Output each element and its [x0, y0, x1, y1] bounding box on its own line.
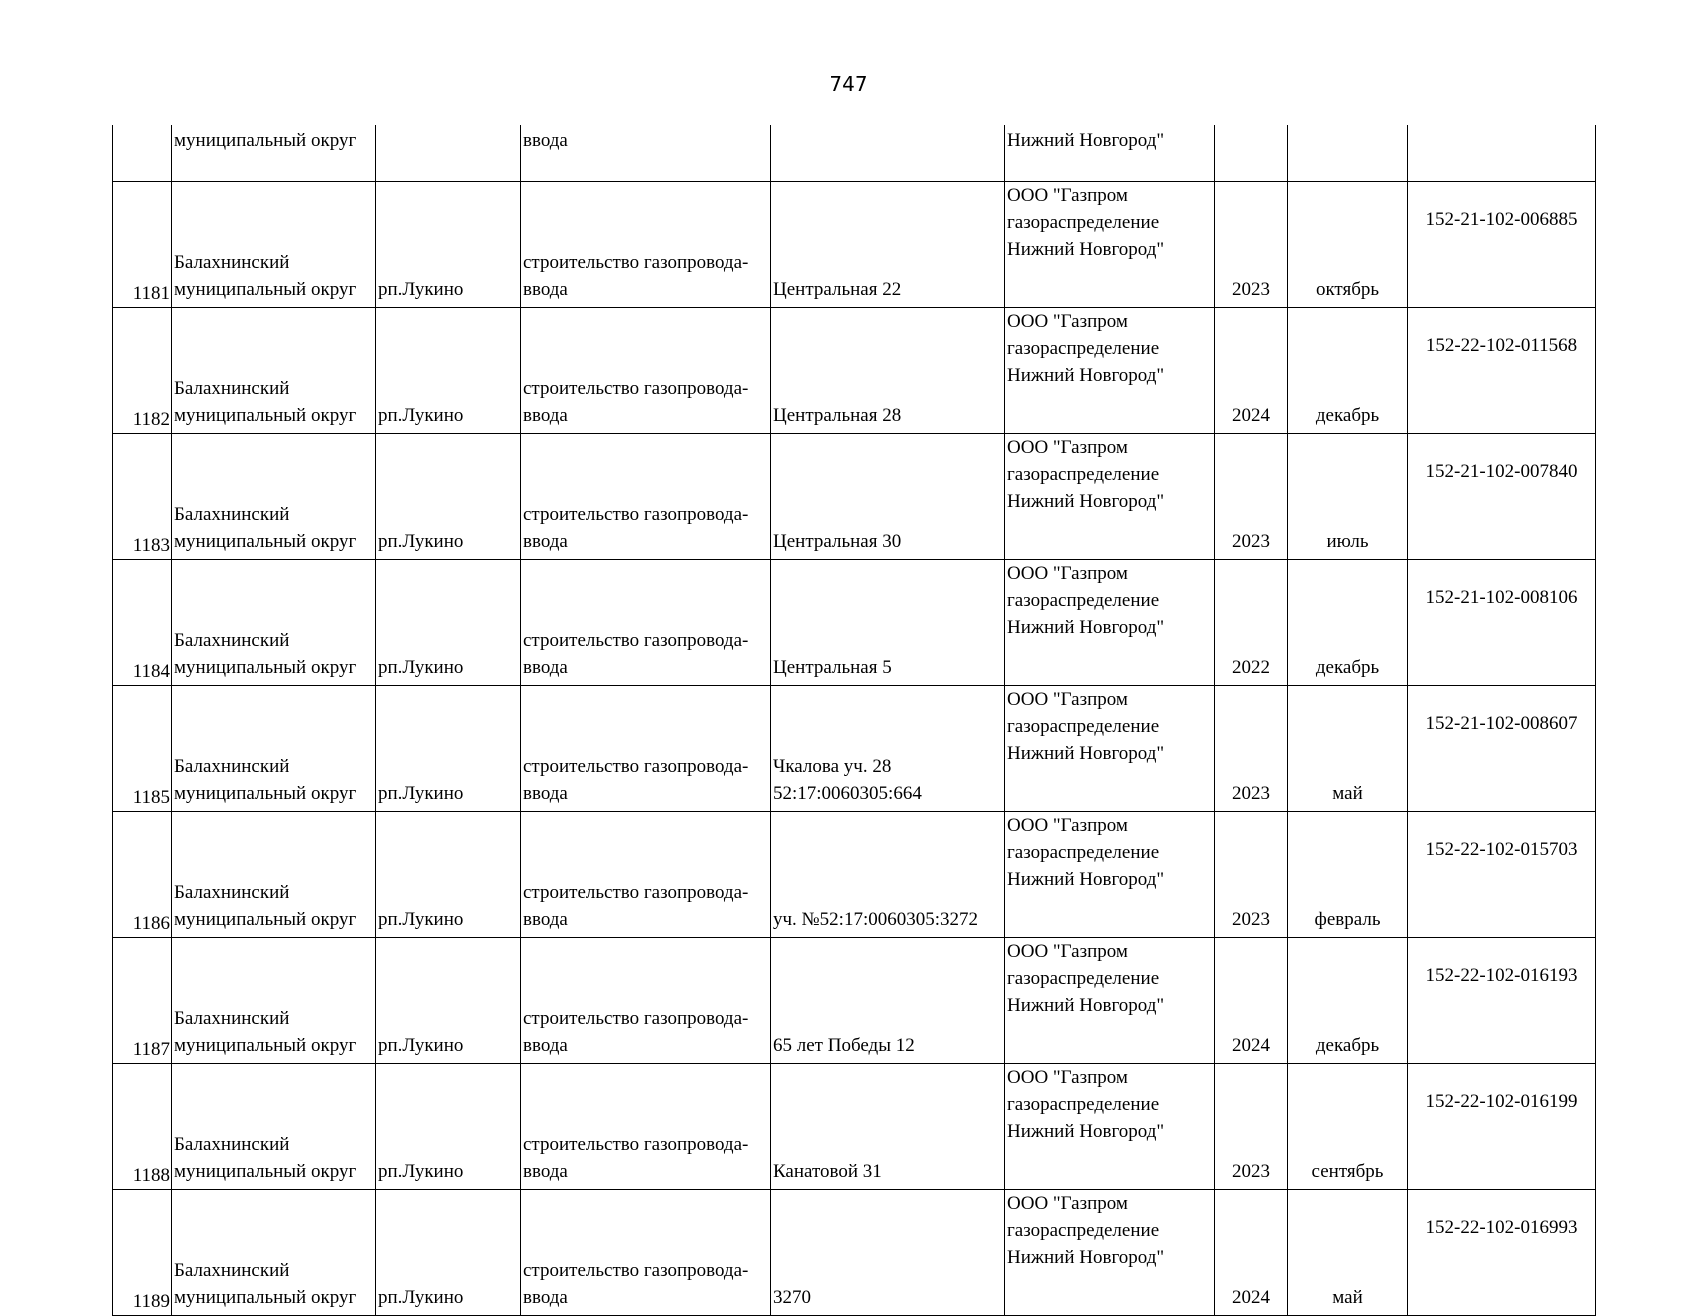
cell-num: 1187 — [113, 938, 172, 1064]
cell-org — [1005, 1190, 1215, 1316]
cell-org-line: ООО "Газпром — [1007, 311, 1128, 332]
cell-district — [172, 182, 376, 308]
cell-address-line: 3270 — [773, 1287, 811, 1308]
cell-num: 1184 — [113, 560, 172, 686]
cell-org-line: ООО "Газпром — [1007, 563, 1128, 584]
cell-address — [771, 308, 1005, 434]
cell-org — [1005, 308, 1215, 434]
table-row — [113, 308, 1596, 434]
cell-district — [172, 560, 376, 686]
cell-work — [521, 434, 771, 560]
cell-year: 2023 — [1215, 1064, 1288, 1190]
cell-code: 152-22-102-016193 — [1408, 938, 1596, 1064]
cell-work-line: строительство газопровода- — [523, 252, 749, 273]
cell-district-line: муниципальный округ — [174, 1035, 357, 1056]
table-row — [113, 1190, 1596, 1316]
cell-work-line: строительство газопровода- — [523, 630, 749, 651]
cell-org — [1005, 434, 1215, 560]
cell-code: 152-22-102-011568 — [1408, 308, 1596, 434]
cell-district-line: муниципальный округ — [174, 405, 357, 426]
cell-num: 1183 — [113, 434, 172, 560]
cell-code: 152-21-102-008106 — [1408, 560, 1596, 686]
cell-address — [771, 560, 1005, 686]
cell-district — [172, 686, 376, 812]
cell-year: 2023 — [1215, 434, 1288, 560]
cell-work-line: строительство газопровода- — [523, 1260, 749, 1281]
cell-org-line: ООО "Газпром — [1007, 437, 1128, 458]
cell-code: 152-21-102-006885 — [1408, 182, 1596, 308]
registry-table — [112, 125, 1596, 1316]
cell-org — [1005, 182, 1215, 308]
table-row-continued — [113, 125, 1596, 182]
cell-address-line: 52:17:0060305:664 — [773, 783, 922, 804]
cell-num: 1182 — [113, 308, 172, 434]
cell-code: 152-22-102-016993 — [1408, 1190, 1596, 1316]
cell-work — [521, 812, 771, 938]
cell-month: июль — [1288, 434, 1408, 560]
cell-settlement: рп.Лукино — [376, 308, 521, 434]
cell-month: декабрь — [1288, 938, 1408, 1064]
cell-district-line: Балахнинский — [174, 252, 290, 273]
cell-work: ввода — [521, 125, 771, 182]
cell-num: 1189 — [113, 1190, 172, 1316]
cell-org — [1005, 812, 1215, 938]
cell-district-line: муниципальный округ — [174, 1287, 357, 1308]
cell-org-line: газораспределение — [1007, 590, 1160, 611]
cell-org-line: ООО "Газпром — [1007, 1067, 1128, 1088]
cell-org-line: Нижний Новгород" — [1007, 1247, 1165, 1268]
cell-year: 2023 — [1215, 812, 1288, 938]
cell-settlement: рп.Лукино — [376, 434, 521, 560]
cell-org-line: газораспределение — [1007, 1094, 1160, 1115]
cell-work-line: строительство газопровода- — [523, 504, 749, 525]
cell-address-line: Центральная 5 — [773, 657, 892, 678]
table-body — [113, 125, 1596, 1316]
cell-district-line: муниципальный округ — [174, 909, 357, 930]
cell-year: 2024 — [1215, 308, 1288, 434]
cell-org — [1005, 560, 1215, 686]
cell-org-line: Нижний Новгород" — [1007, 239, 1165, 260]
cell-district — [172, 308, 376, 434]
cell-code: 152-22-102-015703 — [1408, 812, 1596, 938]
cell-org-line: Нижний Новгород" — [1007, 491, 1165, 512]
cell-district — [172, 1190, 376, 1316]
cell-address — [771, 125, 1005, 182]
cell-org-line: Нижний Новгород" — [1007, 1121, 1165, 1142]
cell-num — [113, 125, 172, 182]
cell-month: декабрь — [1288, 560, 1408, 686]
cell-work — [521, 1190, 771, 1316]
cell-work — [521, 938, 771, 1064]
cell-num: 1186 — [113, 812, 172, 938]
cell-year: 2023 — [1215, 686, 1288, 812]
cell-org-line: газораспределение — [1007, 1220, 1160, 1241]
cell-settlement: рп.Лукино — [376, 1064, 521, 1190]
cell-work-line: ввода — [523, 1035, 568, 1056]
cell-address — [771, 686, 1005, 812]
cell-district: муниципальный округ — [172, 125, 376, 182]
cell-work-line: ввода — [523, 657, 568, 678]
cell-district-line: Балахнинский — [174, 504, 290, 525]
cell-org-line: газораспределение — [1007, 716, 1160, 737]
cell-month: сентябрь — [1288, 1064, 1408, 1190]
cell-org — [1005, 686, 1215, 812]
cell-year — [1215, 125, 1288, 182]
cell-org — [1005, 1064, 1215, 1190]
cell-work — [521, 182, 771, 308]
cell-settlement: рп.Лукино — [376, 686, 521, 812]
cell-org-line: Нижний Новгород" — [1007, 869, 1165, 890]
cell-num: 1181 — [113, 182, 172, 308]
cell-year: 2022 — [1215, 560, 1288, 686]
cell-address — [771, 1190, 1005, 1316]
cell-settlement: рп.Лукино — [376, 938, 521, 1064]
cell-work-line: ввода — [523, 783, 568, 804]
table-row — [113, 560, 1596, 686]
cell-address — [771, 182, 1005, 308]
cell-org-line: газораспределение — [1007, 338, 1160, 359]
cell-district-line: Балахнинский — [174, 1134, 290, 1155]
cell-address — [771, 1064, 1005, 1190]
table-row — [113, 1064, 1596, 1190]
cell-org-line: Нижний Новгород" — [1007, 365, 1165, 386]
cell-month: февраль — [1288, 812, 1408, 938]
cell-district — [172, 434, 376, 560]
cell-district-line: муниципальный округ — [174, 657, 357, 678]
cell-org-line: ООО "Газпром — [1007, 1193, 1128, 1214]
cell-settlement: рп.Лукино — [376, 1190, 521, 1316]
cell-district-line: Балахнинский — [174, 1260, 290, 1281]
cell-settlement — [376, 125, 521, 182]
cell-work-line: строительство газопровода- — [523, 378, 749, 399]
cell-address — [771, 812, 1005, 938]
cell-district — [172, 1064, 376, 1190]
cell-work — [521, 308, 771, 434]
cell-address-line: Чкалова уч. 28 — [773, 756, 892, 777]
cell-num: 1188 — [113, 1064, 172, 1190]
cell-settlement: рп.Лукино — [376, 812, 521, 938]
cell-district-line: Балахнинский — [174, 1008, 290, 1029]
cell-num: 1185 — [113, 686, 172, 812]
cell-org — [1005, 938, 1215, 1064]
cell-work-line: ввода — [523, 1161, 568, 1182]
cell-address — [771, 434, 1005, 560]
cell-address-line: Центральная 22 — [773, 279, 902, 300]
cell-work-line: ввода — [523, 909, 568, 930]
cell-settlement: рп.Лукино — [376, 560, 521, 686]
cell-month: декабрь — [1288, 308, 1408, 434]
cell-work-line: строительство газопровода- — [523, 882, 749, 903]
table-row — [113, 182, 1596, 308]
table-row — [113, 812, 1596, 938]
cell-work-line: строительство газопровода- — [523, 1008, 749, 1029]
cell-month — [1288, 125, 1408, 182]
table-row — [113, 686, 1596, 812]
cell-address-line: 65 лет Победы 12 — [773, 1035, 915, 1056]
cell-work-line: ввода — [523, 405, 568, 426]
cell-year: 2024 — [1215, 1190, 1288, 1316]
cell-work — [521, 686, 771, 812]
cell-district-line: муниципальный округ — [174, 783, 357, 804]
cell-org: Нижний Новгород" — [1005, 125, 1215, 182]
cell-address-line: Центральная 28 — [773, 405, 902, 426]
cell-code — [1408, 125, 1596, 182]
cell-district-line: муниципальный округ — [174, 279, 357, 300]
cell-org-line: газораспределение — [1007, 212, 1160, 233]
cell-work-line: строительство газопровода- — [523, 1134, 749, 1155]
cell-district-line: Балахнинский — [174, 882, 290, 903]
table-row — [113, 434, 1596, 560]
cell-district-line: муниципальный округ — [174, 1161, 357, 1182]
cell-address-line: Центральная 30 — [773, 531, 902, 552]
cell-org-line: ООО "Газпром — [1007, 941, 1128, 962]
table-row — [113, 938, 1596, 1064]
cell-work-line: ввода — [523, 279, 568, 300]
cell-address-line: уч. №52:17:0060305:3272 — [773, 909, 979, 930]
cell-work-line: строительство газопровода- — [523, 756, 749, 777]
cell-month: май — [1288, 1190, 1408, 1316]
cell-settlement: рп.Лукино — [376, 182, 521, 308]
cell-org-line: газораспределение — [1007, 968, 1160, 989]
cell-district-line: Балахнинский — [174, 378, 290, 399]
cell-org-line: Нижний Новгород" — [1007, 743, 1165, 764]
cell-org-line: Нижний Новгород" — [1007, 995, 1165, 1016]
cell-work — [521, 560, 771, 686]
cell-district-line: Балахнинский — [174, 756, 290, 777]
cell-org-line: ООО "Газпром — [1007, 815, 1128, 836]
cell-code: 152-22-102-016199 — [1408, 1064, 1596, 1190]
cell-work — [521, 1064, 771, 1190]
cell-work-line: ввода — [523, 1287, 568, 1308]
cell-org-line: ООО "Газпром — [1007, 689, 1128, 710]
cell-code: 152-21-102-007840 — [1408, 434, 1596, 560]
cell-district-line: Балахнинский — [174, 630, 290, 651]
cell-org-line: газораспределение — [1007, 842, 1160, 863]
cell-district-line: муниципальный округ — [174, 531, 357, 552]
cell-year: 2024 — [1215, 938, 1288, 1064]
page-number: 747 — [829, 72, 868, 96]
cell-org-line: газораспределение — [1007, 464, 1160, 485]
cell-code: 152-21-102-008607 — [1408, 686, 1596, 812]
cell-org-line: Нижний Новгород" — [1007, 617, 1165, 638]
cell-district — [172, 938, 376, 1064]
cell-org-line: ООО "Газпром — [1007, 185, 1128, 206]
cell-month: май — [1288, 686, 1408, 812]
cell-year: 2023 — [1215, 182, 1288, 308]
cell-month: октябрь — [1288, 182, 1408, 308]
cell-address-line: Канатовой 31 — [773, 1161, 882, 1182]
cell-address — [771, 938, 1005, 1064]
cell-district — [172, 812, 376, 938]
cell-work-line: ввода — [523, 531, 568, 552]
